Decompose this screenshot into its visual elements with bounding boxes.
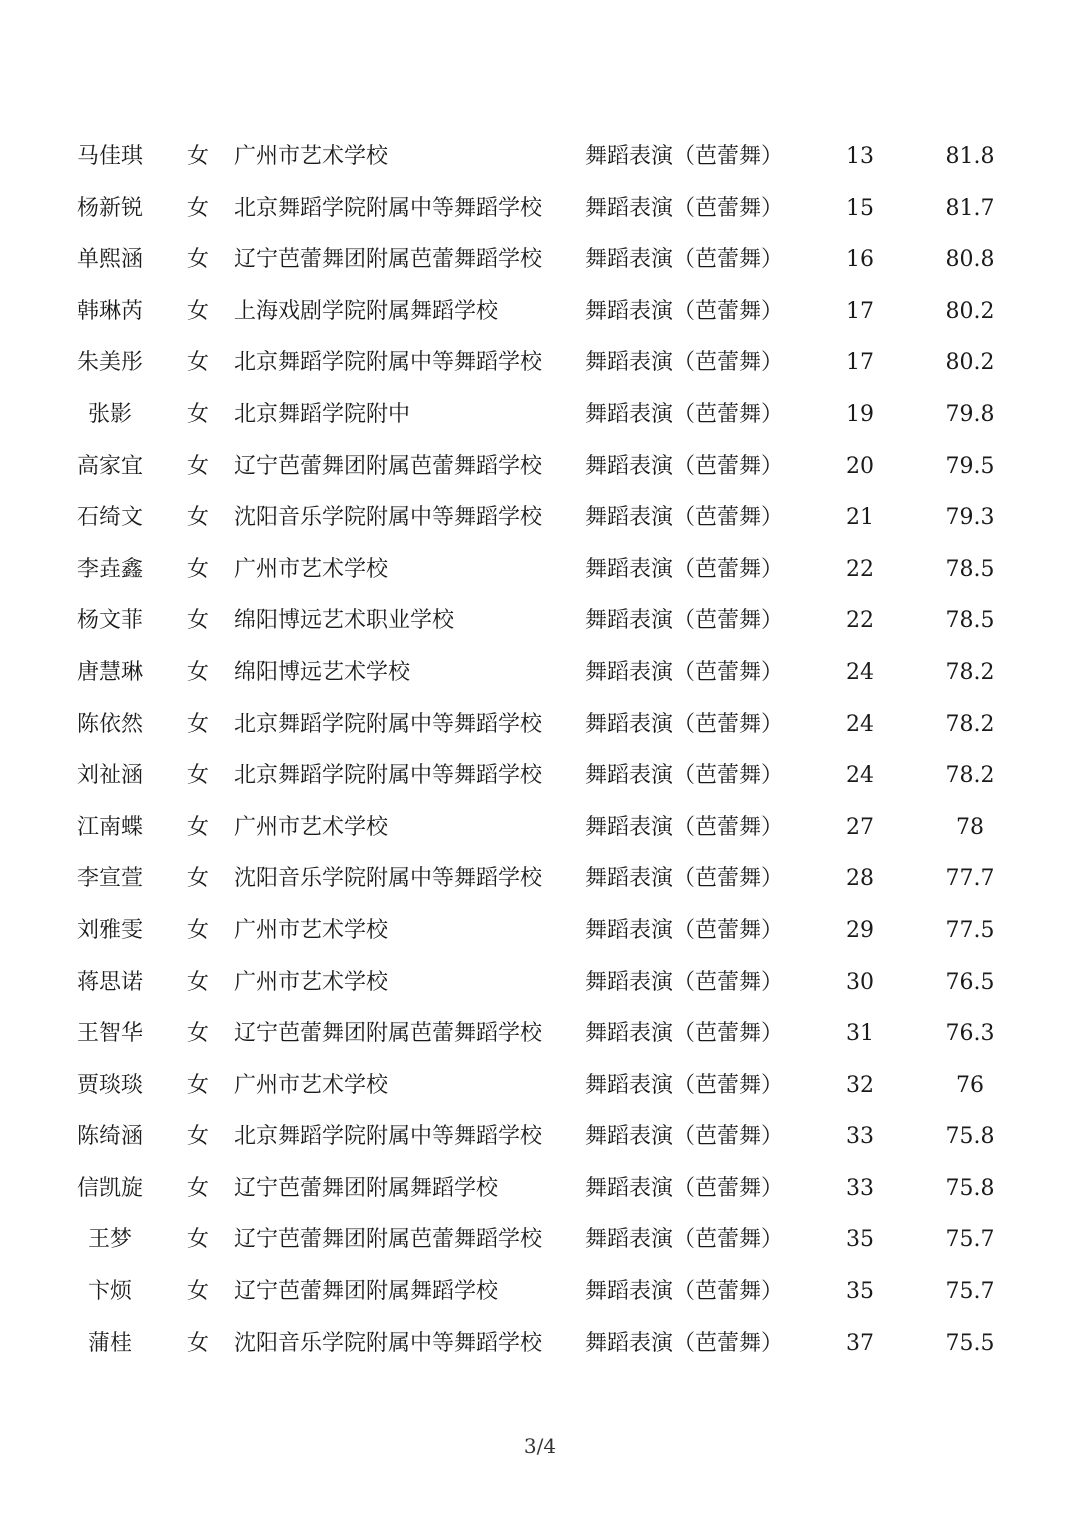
student-school: 沈阳音乐学院附属中等舞蹈学校 [234,505,543,531]
table-row [0,750,1080,802]
student-gender: 女 [186,1175,209,1201]
student-name: 蒲桂 [87,1330,132,1356]
table-row [0,337,1080,389]
student-name: 卞烦 [87,1279,132,1305]
student-gender: 女 [186,659,209,685]
table-row [0,1163,1080,1215]
student-name: 李宣萱 [76,866,143,892]
table-row [0,905,1080,957]
student-rank: 20 [846,453,874,479]
student-rank: 24 [846,711,874,737]
student-score: 78.2 [945,763,995,789]
student-school: 北京舞蹈学院附属中等舞蹈学校 [234,195,543,221]
student-school: 上海戏剧学院附属舞蹈学校 [234,298,499,324]
student-name: 李垚鑫 [76,556,143,582]
student-score: 78.2 [945,711,995,737]
student-gender: 女 [186,401,209,427]
student-school: 沈阳音乐学院附属中等舞蹈学校 [234,1330,543,1356]
student-major: 舞蹈表演（芭蕾舞） [585,453,784,479]
student-major: 舞蹈表演（芭蕾舞） [585,195,784,221]
student-name: 高家宜 [76,453,143,479]
table-row [0,1214,1080,1266]
table-row [0,234,1080,286]
student-major: 舞蹈表演（芭蕾舞） [585,1021,784,1047]
student-major: 舞蹈表演（芭蕾舞） [585,1227,784,1253]
student-rank: 35 [846,1279,874,1305]
student-rank: 19 [846,401,874,427]
student-rank: 17 [846,298,874,324]
student-major: 舞蹈表演（芭蕾舞） [585,1330,784,1356]
student-school: 北京舞蹈学院附中 [234,401,411,427]
results-table [0,131,1080,1369]
student-school: 辽宁芭蕾舞团附属舞蹈学校 [234,1175,499,1201]
student-major: 舞蹈表演（芭蕾舞） [585,659,784,685]
student-rank: 27 [846,814,874,840]
student-major: 舞蹈表演（芭蕾舞） [585,814,784,840]
student-rank: 33 [846,1175,874,1201]
student-gender: 女 [186,1330,209,1356]
student-gender: 女 [186,195,209,221]
student-name: 单熙涵 [76,247,143,273]
table-row [0,699,1080,751]
table-row [0,1060,1080,1112]
student-school: 广州市艺术学校 [234,969,389,995]
student-score: 77.7 [945,866,995,892]
student-gender: 女 [186,1124,209,1150]
student-rank: 30 [846,969,874,995]
student-major: 舞蹈表演（芭蕾舞） [585,763,784,789]
student-name: 蒋思诺 [76,969,143,995]
student-score: 75.8 [945,1175,995,1201]
student-major: 舞蹈表演（芭蕾舞） [585,298,784,324]
student-score: 76 [956,1072,984,1098]
student-school: 广州市艺术学校 [234,144,389,169]
student-score: 75.8 [945,1124,995,1150]
student-gender: 女 [186,247,209,273]
student-rank: 22 [846,608,874,634]
student-major: 舞蹈表演（芭蕾舞） [585,866,784,892]
student-rank: 22 [846,556,874,582]
student-major: 舞蹈表演（芭蕾舞） [585,969,784,995]
student-gender: 女 [186,1021,209,1047]
student-score: 76.5 [945,969,995,995]
student-score: 78 [956,814,984,840]
student-name: 江南蝶 [76,814,143,840]
student-school: 辽宁芭蕾舞团附属舞蹈学校 [234,1279,499,1305]
student-gender: 女 [186,608,209,634]
student-score: 75.5 [945,1330,995,1356]
student-rank: 29 [846,917,874,943]
student-school: 辽宁芭蕾舞团附属芭蕾舞蹈学校 [234,1021,543,1047]
student-rank: 33 [846,1124,874,1150]
student-name: 贾琰琰 [76,1072,143,1098]
student-gender: 女 [186,1279,209,1305]
student-rank: 31 [846,1021,874,1047]
student-major: 舞蹈表演（芭蕾舞） [585,1175,784,1201]
student-name: 张影 [87,401,132,427]
student-school: 广州市艺术学校 [234,814,389,840]
student-school: 广州市艺术学校 [234,1072,389,1098]
student-score: 77.5 [945,917,995,943]
student-score: 80.8 [945,247,995,273]
student-school: 北京舞蹈学院附属中等舞蹈学校 [234,350,543,376]
student-gender: 女 [186,763,209,789]
student-name: 王梦 [87,1227,132,1253]
student-school: 广州市艺术学校 [234,917,389,943]
table-row [0,1318,1080,1370]
student-major: 舞蹈表演（芭蕾舞） [585,608,784,634]
student-score: 79.8 [945,401,995,427]
student-score: 78.2 [945,659,995,685]
student-rank: 24 [846,659,874,685]
student-name: 韩琳芮 [76,298,143,324]
student-gender: 女 [186,814,209,840]
student-gender: 女 [186,1227,209,1253]
student-name: 马佳琪 [76,144,143,169]
student-major: 舞蹈表演（芭蕾舞） [585,350,784,376]
table-row [0,647,1080,699]
student-major: 舞蹈表演（芭蕾舞） [585,1124,784,1150]
student-rank: 15 [846,195,874,221]
student-score: 76.3 [945,1021,995,1047]
student-major: 舞蹈表演（芭蕾舞） [585,1072,784,1098]
student-name: 陈依然 [76,711,143,737]
table-row [0,492,1080,544]
table-row [0,1008,1080,1060]
student-gender: 女 [186,505,209,531]
table-row [0,1266,1080,1318]
student-school: 辽宁芭蕾舞团附属芭蕾舞蹈学校 [234,453,543,479]
student-school: 北京舞蹈学院附属中等舞蹈学校 [234,1124,543,1150]
table-row [0,441,1080,493]
table-row [0,853,1080,905]
student-school: 辽宁芭蕾舞团附属芭蕾舞蹈学校 [234,1227,543,1253]
student-name: 王智华 [76,1021,143,1047]
student-rank: 28 [846,866,874,892]
student-gender: 女 [186,711,209,737]
student-major: 舞蹈表演（芭蕾舞） [585,1279,784,1305]
student-name: 石绮文 [76,505,143,531]
student-school: 北京舞蹈学院附属中等舞蹈学校 [234,711,543,737]
student-gender: 女 [186,917,209,943]
student-rank: 16 [846,247,874,273]
student-major: 舞蹈表演（芭蕾舞） [585,711,784,737]
student-major: 舞蹈表演（芭蕾舞） [585,556,784,582]
student-name: 唐慧琳 [76,659,143,685]
table-row [0,544,1080,596]
student-gender: 女 [186,453,209,479]
student-major: 舞蹈表演（芭蕾舞） [585,144,784,169]
student-major: 舞蹈表演（芭蕾舞） [585,247,784,273]
student-rank: 32 [846,1072,874,1098]
student-score: 80.2 [945,298,995,324]
student-rank: 24 [846,763,874,789]
student-score: 78.5 [945,556,995,582]
student-name: 杨文菲 [76,608,143,634]
student-rank: 35 [846,1227,874,1253]
student-score: 78.5 [945,608,995,634]
student-major: 舞蹈表演（芭蕾舞） [585,917,784,943]
student-gender: 女 [186,144,209,169]
student-score: 80.2 [945,350,995,376]
student-major: 舞蹈表演（芭蕾舞） [585,505,784,531]
table-row [0,389,1080,441]
student-score: 75.7 [945,1227,995,1253]
student-school: 绵阳博远艺术学校 [234,659,411,685]
student-school: 北京舞蹈学院附属中等舞蹈学校 [234,763,543,789]
student-name: 信凯旋 [76,1175,143,1201]
student-name: 杨新锐 [76,195,143,221]
student-score: 79.5 [945,453,995,479]
student-name: 朱美彤 [76,350,143,376]
student-score: 79.3 [945,505,995,531]
student-score: 81.8 [945,144,995,169]
student-school: 广州市艺术学校 [234,556,389,582]
student-school: 绵阳博远艺术职业学校 [234,608,455,634]
table-row [0,595,1080,647]
student-gender: 女 [186,556,209,582]
student-gender: 女 [186,350,209,376]
student-gender: 女 [186,969,209,995]
table-row [0,957,1080,1009]
student-name: 刘祉涵 [76,763,143,789]
table-row [0,131,1080,183]
student-name: 陈绮涵 [76,1124,143,1150]
table-row [0,286,1080,338]
student-school: 沈阳音乐学院附属中等舞蹈学校 [234,866,543,892]
student-rank: 13 [846,144,874,169]
student-rank: 17 [846,350,874,376]
table-row [0,183,1080,235]
student-rank: 37 [846,1330,874,1356]
student-gender: 女 [186,1072,209,1098]
student-school: 辽宁芭蕾舞团附属芭蕾舞蹈学校 [234,247,543,273]
student-rank: 21 [846,505,874,531]
student-gender: 女 [186,298,209,324]
student-major: 舞蹈表演（芭蕾舞） [585,401,784,427]
student-name: 刘雅雯 [76,917,143,943]
student-gender: 女 [186,866,209,892]
page-number: 3/4 [523,1434,557,1458]
student-score: 81.7 [945,195,995,221]
table-row [0,802,1080,854]
table-row [0,1111,1080,1163]
student-score: 75.7 [945,1279,995,1305]
